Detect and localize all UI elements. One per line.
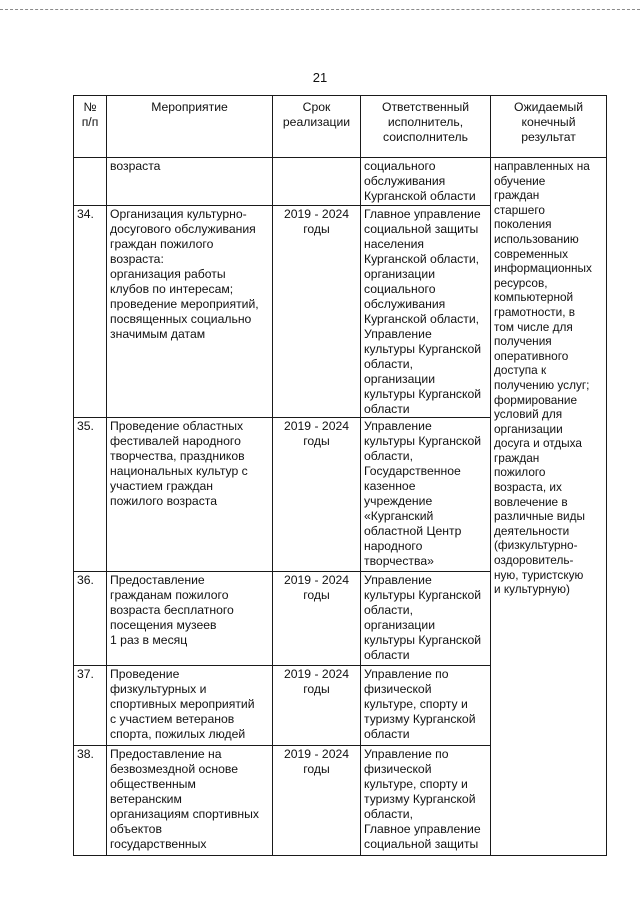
- row-num: 37.: [74, 666, 107, 746]
- row-term: 2019 - 2024 годы: [273, 746, 361, 856]
- row-activity: Организация культурно- досугового обслуживания граждан пожилого возраста: организация работы клубов по интересам; проведение мероприятий, посвященных социально значимым датам: [107, 206, 273, 418]
- row-activity: Предоставление на безвозмездной основе общественным ветеранским организациям спортивных объектов государственных: [107, 746, 273, 856]
- header-num: № п/п: [74, 96, 107, 158]
- row-num: 35.: [74, 418, 107, 572]
- row-responsible: Управление по физической культуре, спорту и туризму Курганской области: [361, 666, 491, 746]
- row-num: [74, 158, 107, 206]
- activities-table: [73, 95, 607, 856]
- row-activity: возраста: [107, 158, 273, 206]
- header-result: Ожидаемый конечный результат: [491, 96, 607, 158]
- header-activity: Мероприятие: [107, 96, 273, 158]
- page-number: 21: [312, 70, 328, 85]
- row-term: 2019 - 2024 годы: [273, 418, 361, 572]
- row-term: 2019 - 2024 годы: [273, 206, 361, 418]
- row-responsible: Главное управление социальной защиты населения Курганской области, организации социального обслуживания Курганской области, Управление культуры Курганской области, организации культуры Курганской области: [361, 206, 491, 418]
- header-responsible: Ответственный исполнитель, соисполнитель: [361, 96, 491, 158]
- row-activity: Проведение физкультурных и спортивных мероприятий с участием ветеранов спорта, пожилых людей: [107, 666, 273, 746]
- header-term: Срок реализации: [273, 96, 361, 158]
- row-responsible: Управление культуры Курганской области, организации культуры Курганской области: [361, 572, 491, 666]
- row-term: [273, 158, 361, 206]
- row-expected-result: направленных на обучение граждан старшего поколения использованию современных информационных ресурсов, компьютерной грамотности, в том числе для получения оперативного доступа к получению услуг; формирование условий для организации досуга и отдыха граждан пожилого возраста, их вовлечение в различные виды деятельности (физкультурно- оздоровитель- ную, туристскую и культурную): [491, 158, 607, 856]
- row-num: 36.: [74, 572, 107, 666]
- table-row: [74, 158, 607, 206]
- row-term: 2019 - 2024 годы: [273, 666, 361, 746]
- row-responsible: Управление культуры Курганской области, Государственное казенное учреждение «Курганский областной Центр народного творчества»: [361, 418, 491, 572]
- row-term: 2019 - 2024 годы: [273, 572, 361, 666]
- row-activity: Проведение областных фестивалей народного творчества, праздников национальных культур с участием граждан пожилого возраста: [107, 418, 273, 572]
- row-responsible: Управление по физической культуре, спорту и туризму Курганской области, Главное управление социальной защиты: [361, 746, 491, 856]
- table-header-row: [74, 96, 607, 158]
- row-responsible: социального обслуживания Курганской области: [361, 158, 491, 206]
- row-num: 34.: [74, 206, 107, 418]
- scan-top-rule: [0, 9, 640, 10]
- row-activity: Предоставление гражданам пожилого возраста бесплатного посещения музеев 1 раз в месяц: [107, 572, 273, 666]
- row-num: 38.: [74, 746, 107, 856]
